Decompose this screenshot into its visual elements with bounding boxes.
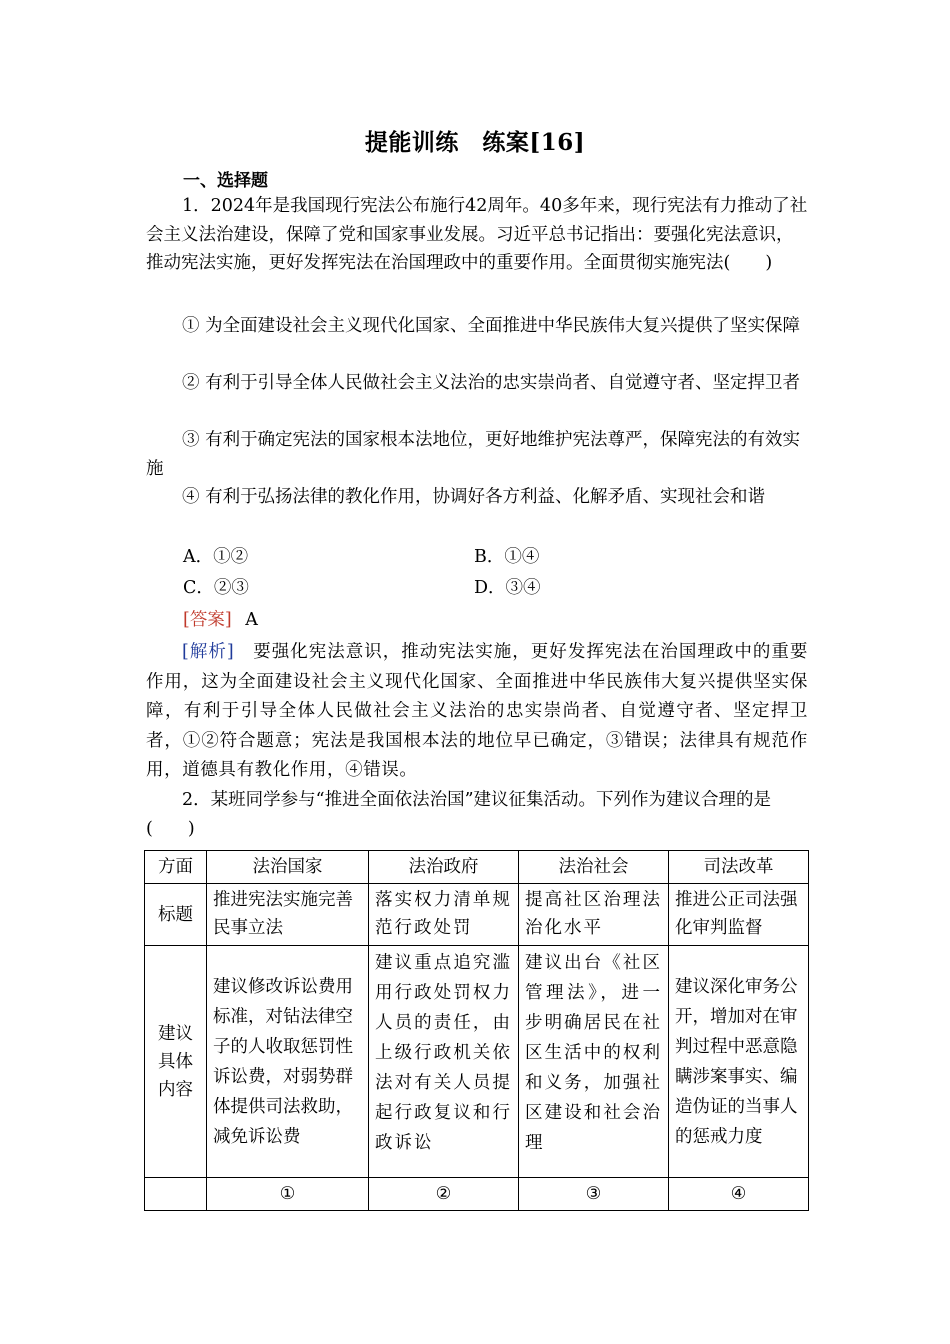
header-cell-judicial-reform: 司法改革: [669, 851, 809, 884]
question-1-item-1: ① 为全面建设社会主义现代化国家、全面推进中华民族伟大复兴提供了坚实保障: [182, 316, 801, 336]
question-1-item-2: ② 有利于引导全体人民做社会主义法治的忠实崇尚者、自觉遵守者、坚定捍卫者: [182, 373, 801, 393]
title-cell-2: 落实权力清单规范行政处罚: [369, 884, 519, 946]
number-cell-1: ①: [207, 1178, 369, 1211]
page-title: 提能训练 练案[16]: [364, 129, 586, 156]
title-cell-3: 提高社区治理法治化水平: [519, 884, 669, 946]
explanation: [146, 638, 808, 786]
answer-line: [183, 606, 258, 634]
table-row-titles: [145, 884, 809, 946]
content-cell-1: 建议修改诉讼费用标准，对钻法律空子的人收取惩罚性诉讼费，对弱势群体提供司法救助，减免诉讼费: [207, 946, 369, 1178]
number-cell-4: ④: [669, 1178, 809, 1211]
question-1-item-3: ③ 有利于确定宪法的国家根本法地位，更好地维护宪法尊严，保障宪法的有效实施: [146, 430, 801, 479]
title-cell-1: 推进宪法实施完善民事立法: [207, 884, 369, 946]
header-cell-law-country: 法治国家: [207, 851, 369, 884]
answer-tag: [答案]: [183, 610, 232, 630]
explanation-tag: [解析]: [182, 642, 235, 662]
question-1-item-4: ④ 有利于弘扬法律的教化作用，协调好各方利益、化解矛盾、实现社会和谐: [182, 487, 766, 507]
table-header-row: [145, 851, 809, 884]
number-cell-3: ③: [519, 1178, 669, 1211]
header-cell-law-society: 法治社会: [519, 851, 669, 884]
suggestion-table: [144, 850, 809, 1211]
row-label-content: 建议具体内容: [145, 946, 207, 1178]
option-d: D．③④: [474, 578, 541, 598]
content-cell-4: 建议深化审务公开，增加对在审判过程中恶意隐瞒涉案事实、编造伪证的当事人的惩戒力度: [669, 946, 809, 1178]
table-row-numbers: [145, 1178, 809, 1211]
option-c: C．②③: [183, 578, 249, 598]
question-2-stem: 2．某班同学参与“推进全面依法治国”建议征集活动。下列作为建议合理的是( ): [146, 790, 772, 839]
explanation-text: 要强化宪法意识，推动宪法实施，更好发挥宪法在治国理政中的重要作用，这为全面建设社会主义现代化国家、全面推进中华民族伟大复兴提供坚实保障，有利于引导全体人民做社会主义法治的忠实崇尚者、自觉遵守者、坚定捍卫者，①②符合题意；宪法是我国根本法的地位早已确定，③错误；法律具有规范作用，道德具有教化作用，④错误。: [146, 642, 808, 780]
title-cell-4: 推进公正司法强化审判监督: [669, 884, 809, 946]
table-row-contents: [145, 946, 809, 1178]
content-cell-2: 建议重点追究滥用行政处罚权力人员的责任，由上级行政机关依法对有关人员提起行政复议和行政诉讼: [369, 946, 519, 1178]
section-heading: 一、选择题: [183, 171, 268, 191]
question-1-stem: 1．2024年是我国现行宪法公布施行42周年。40多年来，现行宪法有力推动了社会主义法治建设，保障了党和国家事业发展。习近平总书记指出：要强化宪法意识，推动宪法实施，更好发挥宪法在治国理政中的重要作用。全面贯彻实施宪法( ): [146, 196, 808, 273]
number-cell-2: ②: [369, 1178, 519, 1211]
answer-value: A: [245, 610, 258, 630]
option-b: B．①④: [474, 547, 540, 567]
row-label-title: 标题: [145, 884, 207, 946]
option-a: A．①②: [183, 547, 249, 567]
number-cell-empty: [145, 1178, 207, 1211]
header-cell-law-government: 法治政府: [369, 851, 519, 884]
header-cell-aspect: 方面: [145, 851, 207, 884]
content-cell-3: 建议出台《社区管理法》，进一步明确居民在社区生活中的权利和义务，加强社区建设和社会治理: [519, 946, 669, 1178]
